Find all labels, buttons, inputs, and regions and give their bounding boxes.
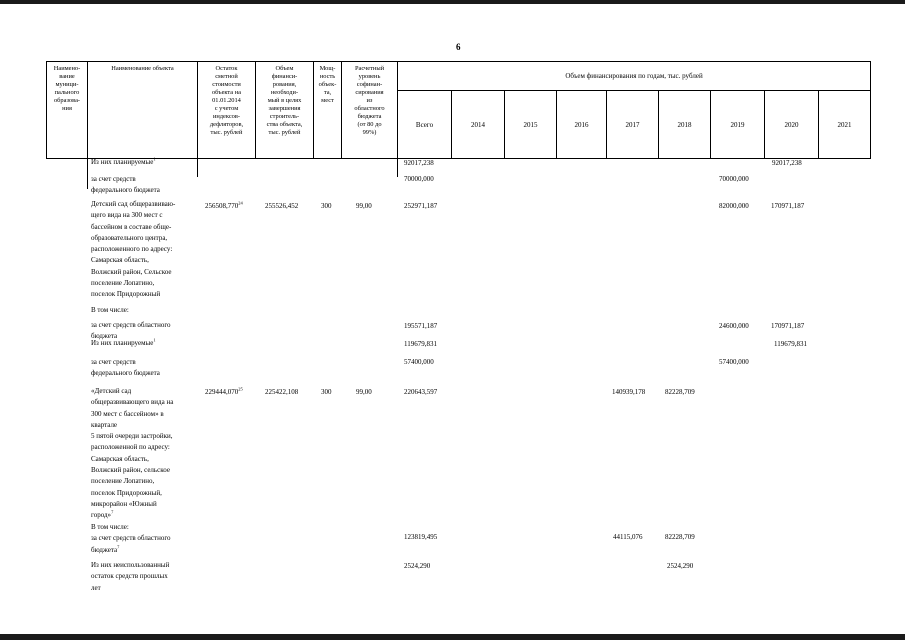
cell-total: 252971,187	[404, 202, 438, 210]
cell-2020: 92017,238	[772, 159, 802, 167]
table-row-label: В том числе: за счет средств областного бюджета$^7$	[91, 523, 171, 554]
page-number: 6	[456, 42, 461, 52]
cell-estimate-balance: 256508,770$^{24}$	[205, 200, 243, 210]
header-capacity: Мощ- ность объек- та, мест	[313, 61, 341, 159]
column-divider	[87, 159, 88, 189]
cell-2020: 170971,187	[771, 202, 805, 210]
header-municipality: Наимено- вание муници- пального образова- ния	[46, 61, 87, 159]
cell-2019: 82000,000	[719, 202, 749, 210]
header-year-2021: 2021	[818, 90, 871, 159]
header-year-2019: 2019	[710, 90, 764, 159]
header-estimate-balance: Остаток сметной стоимости объекта на 01.01.2014 с учетом индексов- дефляторов, тыс. рублей	[197, 61, 255, 159]
cell-total: 57400,000	[404, 358, 434, 366]
table-row-label: Детский сад общеразвиваю- щего вида на 300 мест с бассейном в составе обще- образовательного центра, расположенного по адресу: Самарская область, Волжский район, Сельское поселение Лопатино, поселок Придорожный	[91, 200, 176, 299]
table-row-label: Из них планируемые$^1$	[91, 337, 156, 347]
bottom-border	[0, 634, 905, 640]
cell-total: 195571,187	[404, 322, 438, 330]
header-cofinancing: Расчетный уровень софинан- сирования из областного бюджета (от 80 до 99%)	[341, 61, 397, 159]
cell-2018: 82228,709	[665, 388, 695, 396]
cell-total: 70000,000	[404, 175, 434, 183]
table-row-label: за счет средств федерального бюджета	[91, 358, 160, 378]
header-year-2020: 2020	[764, 90, 818, 159]
header-year-2014: 2014	[451, 90, 504, 159]
table-row-label: Из них неиспользованный остаток средств прошлых лет	[91, 561, 170, 592]
header-object-name: Наименование объекта	[87, 61, 197, 159]
cell-capacity: 300	[321, 202, 332, 210]
cell-estimate-balance: 229444,070$^{25}$	[205, 386, 243, 396]
cell-2017: 44115,076	[613, 533, 643, 541]
table-row-label: «Детский сад общеразвивающего вида на 300 мест с бассейном» в квартале 5 пятой очереди застройки, расположенной по адресу: Самарская область, Волжский район, сельское поселение Лопатино, поселок Придорожный, микрорайон «Южный город»$^7$	[91, 387, 174, 520]
cell-funding-volume: 255526,452	[265, 202, 299, 210]
header-total: Всего	[397, 90, 451, 159]
header-year-2018: 2018	[658, 90, 710, 159]
cell-total: 123819,495	[404, 533, 438, 541]
header-year-2017: 2017	[606, 90, 658, 159]
table-row-label: за счет средств федерального бюджета	[91, 175, 160, 195]
header-year-2016: 2016	[556, 90, 606, 159]
cell-2019: 57400,000	[719, 358, 749, 366]
cell-cofinancing: 99,00	[356, 202, 372, 210]
header-year-2015: 2015	[504, 90, 556, 159]
cell-2020: 170971,187	[771, 322, 805, 330]
cell-2020: 119679,831	[774, 340, 807, 348]
cell-2019: 70000,000	[719, 175, 749, 183]
header-funding-volume: Объем финанси- рования, необходи- мый в целях завершения строитель- ства объекта, тыс. рублей	[255, 61, 313, 159]
cell-2018: 82228,709	[665, 533, 695, 541]
column-divider	[397, 159, 398, 177]
table-row-label: В том числе:	[91, 306, 129, 314]
cell-total: 119679,831	[404, 340, 437, 348]
cell-2018: 2524,290	[667, 562, 694, 570]
top-border	[0, 0, 905, 4]
cell-cofinancing: 99,00	[356, 388, 372, 396]
cell-2017: 140939,178	[612, 388, 646, 396]
column-divider	[197, 159, 198, 177]
cell-funding-volume: 225422,108	[265, 388, 299, 396]
cell-total: 220643,597	[404, 388, 438, 396]
cell-total: 92017,238	[404, 159, 434, 167]
cell-2019: 24600,000	[719, 322, 749, 330]
cell-total: 2524,290	[404, 562, 431, 570]
table-row-label: Из них планируемые$^1$	[91, 156, 156, 166]
cell-capacity: 300	[321, 388, 332, 396]
header-funding-by-years: Объем финансирования по годам, тыс. рублей	[397, 61, 871, 90]
table-row-label: за счет средств областного бюджета	[91, 321, 171, 341]
